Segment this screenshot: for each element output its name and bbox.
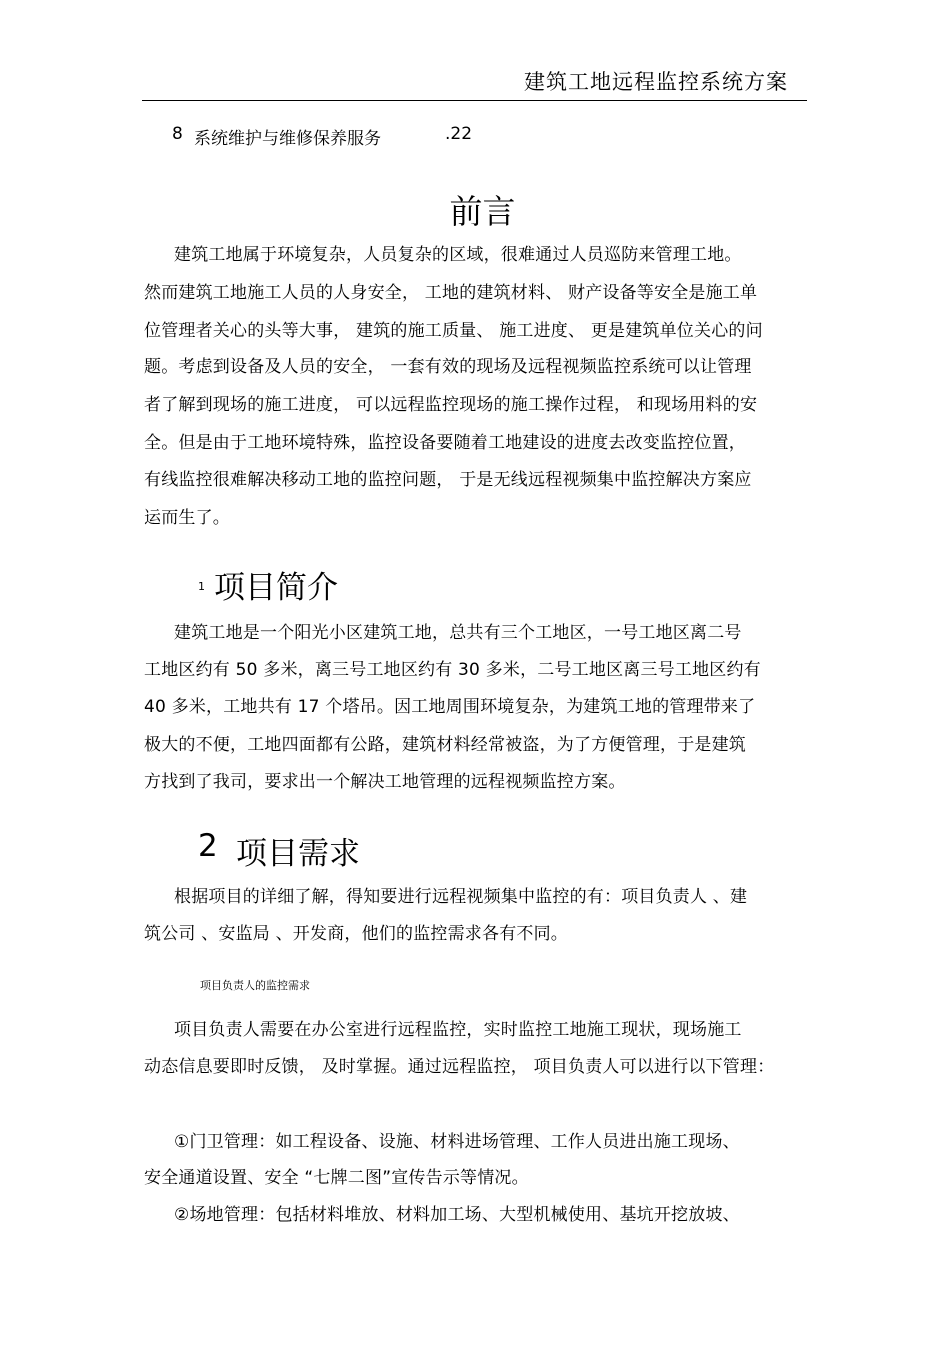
section-1-number: 1 [198, 580, 205, 593]
section-2-list-item: ②场地管理：包括材料堆放、材料加工场、大型机械使用、基坑开挖放坡、 [174, 1205, 740, 1225]
header-divider [142, 100, 807, 101]
preface-heading: 前言 [449, 192, 516, 231]
document-header-title: 建筑工地远程监控系统方案 [524, 70, 788, 94]
section-2-line: 筑公司 、安监局 、开发商，他们的监控需求各有不同。 [144, 924, 569, 944]
section-1-line: 40 多米，工地共有 17 个塔吊。因工地周围环境复杂，为建筑工地的管理带来了 [144, 697, 756, 717]
section-2-number: 2 [198, 828, 218, 864]
section-2-line: 项目负责人需要在办公室进行远程监控，实时监控工地施工现状，现场施工 [174, 1020, 742, 1040]
section-2-subheading: 项目负责人的监控需求 [200, 979, 310, 992]
section-1-line: 工地区约有 50 多米，离三号工地区约有 30 多米，二号工地区离三号工地区约有 [144, 660, 761, 680]
preface-line: 者了解到现场的施工进度， 可以远程监控现场的施工操作过程， 和现场用料的安 [144, 395, 758, 415]
section-2-list-item: 安全通道设置、安全 “七牌二图”宣传告示等情况。 [144, 1168, 529, 1188]
toc-entry-number: 8 [172, 124, 183, 144]
preface-line: 题。考虑到设备及人员的安全， 一套有效的现场及远程视频监控系统可以让管理 [144, 357, 752, 377]
section-2-line: 动态信息要即时反馈， 及时掌握。通过远程监控， 项目负责人可以进行以下管理： [144, 1057, 775, 1077]
toc-entry-text: 系统维护与维修保养服务 [194, 129, 381, 149]
preface-line: 运而生了。 [144, 508, 230, 528]
section-2-line: 根据项目的详细了解，得知要进行远程视频集中监控的有：项目负责人 、建 [174, 887, 748, 907]
section-1-heading: 项目简介 [214, 570, 338, 606]
section-1-line: 方找到了我司，要求出一个解决工地管理的远程视频监控方案。 [144, 772, 626, 792]
preface-line: 全。但是由于工地环境特殊，监控设备要随着工地建设的进度去改变监控位置， [144, 433, 746, 453]
section-1-line: 建筑工地是一个阳光小区建筑工地，总共有三个工地区，一号工地区离二号 [174, 623, 742, 643]
section-1-line: 极大的不便，工地四面都有公路，建筑材料经常被盗，为了方便管理，于是建筑 [144, 735, 746, 755]
section-2-list-item: ①门卫管理：如工程设备、设施、材料进场管理、工作人员进出施工现场、 [174, 1132, 740, 1152]
preface-line: 有线监控很难解决移动工地的监控问题， 于是无线远程视频集中监控解决方案应 [144, 470, 752, 490]
preface-line: 位管理者关心的头等大事， 建筑的施工质量、 施工进度、 更是建筑单位关心的问 [144, 321, 763, 341]
toc-entry-page: .22 [445, 124, 473, 144]
preface-line: 然而建筑工地施工人员的人身安全， 工地的建筑材料、 财产设备等安全是施工单 [144, 283, 758, 303]
preface-line: 建筑工地属于环境复杂，人员复杂的区域，很难通过人员巡防来管理工地。 [174, 245, 742, 265]
section-2-heading: 项目需求 [236, 836, 360, 872]
